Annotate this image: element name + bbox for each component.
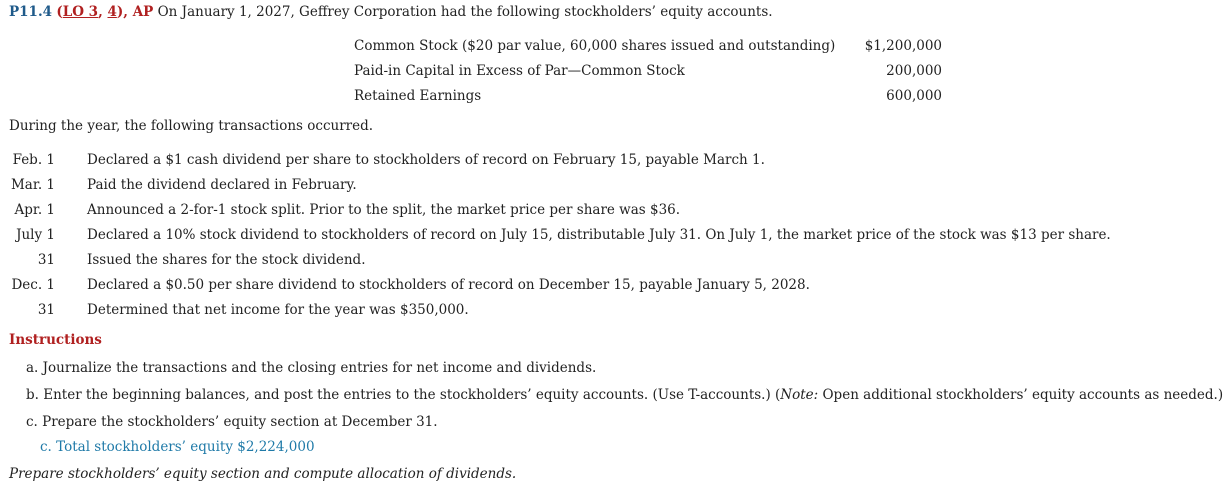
list-item xyxy=(26,385,1223,412)
table-row xyxy=(10,222,1111,247)
account-name: Common Stock ($20 par value, 60,000 shares issued and outstanding) xyxy=(354,37,836,54)
transaction-text: Issued the shares for the stock dividend. xyxy=(87,251,366,268)
table-row xyxy=(10,172,1111,197)
transaction-text: Declared a $0.50 per share dividend to stockholders of record on December 15, payable January 5, 2028. xyxy=(87,276,810,293)
account-amount: 200,000 xyxy=(886,62,942,79)
table-row xyxy=(10,297,1111,322)
transaction-text: Declared a $1 cash dividend per share to stockholders of record on February 15, payable March 1. xyxy=(87,151,765,168)
table-row xyxy=(354,83,942,108)
transaction-date: 31 xyxy=(37,251,55,268)
transaction-date: Dec. 1 xyxy=(11,276,55,293)
transaction-date: Apr. 1 xyxy=(14,201,55,218)
transaction-date: Feb. 1 xyxy=(12,151,55,168)
list-item: c. Prepare the stockholders’ equity section at December 31. xyxy=(26,414,438,430)
transaction-text: Announced a 2-for-1 stock split. Prior to the split, the market price per share was $36. xyxy=(87,201,681,218)
problem-number: P11.4 xyxy=(9,4,53,20)
problem-statement: On January 1, 2027, Geffrey Corporation had the following stockholders’ equity accounts. xyxy=(153,4,773,20)
account-name: Retained Earnings xyxy=(354,87,482,104)
ap-label: AP xyxy=(132,4,154,20)
table-row xyxy=(10,247,1111,272)
table-row xyxy=(10,147,1111,172)
answer-total-equity: c. Total stockholders’ equity $2,224,000 xyxy=(40,439,315,455)
account-name: Paid-in Capital in Excess of Par—Common Stock xyxy=(354,62,685,79)
transaction-text: Declared a 10% stock dividend to stockholders of record on July 15, distributable July 31. On July 1, the market price of the stock was $13 per share. xyxy=(87,226,1111,243)
table-row xyxy=(10,197,1111,222)
ap-separator: , xyxy=(123,4,133,20)
table-row xyxy=(354,58,942,83)
instruction-text: b. Enter the beginning balances, and post the entries to the stockholders’ equity accounts. (Use T-accounts.) ( xyxy=(26,387,781,403)
account-amount: $1,200,000 xyxy=(864,37,942,54)
footer-note: Prepare stockholders’ equity section and compute allocation of dividends. xyxy=(9,466,517,482)
table-row xyxy=(354,33,942,58)
instruction-text: Open additional stockholders’ equity accounts as needed.) xyxy=(818,387,1224,403)
transaction-date: 31 xyxy=(37,301,55,318)
transaction-text: Determined that net income for the year was $350,000. xyxy=(87,301,469,318)
account-amount: 600,000 xyxy=(886,87,942,104)
lo-separator: , xyxy=(98,4,108,20)
transaction-date: July 1 xyxy=(16,226,55,243)
transaction-date: Mar. 1 xyxy=(10,176,55,193)
instructions-heading: Instructions xyxy=(9,332,102,348)
equity-accounts-table xyxy=(354,33,942,108)
transactions-intro: During the year, the following transactions occurred. xyxy=(9,118,374,134)
lo-link-3[interactable]: LO 3 xyxy=(62,4,99,20)
table-row xyxy=(10,272,1111,297)
transactions-table xyxy=(10,147,1111,322)
problem-header xyxy=(9,4,773,20)
note-label: Note: xyxy=(780,387,819,403)
transaction-text: Paid the dividend declared in February. xyxy=(87,176,357,193)
instructions-list xyxy=(26,358,1223,439)
list-item: a. Journalize the transactions and the closing entries for net income and dividends. xyxy=(26,360,597,376)
lo-close-paren: ) xyxy=(116,4,124,20)
lo-link-4[interactable]: 4 xyxy=(107,4,117,20)
lo-open-paren: ( xyxy=(56,4,63,20)
